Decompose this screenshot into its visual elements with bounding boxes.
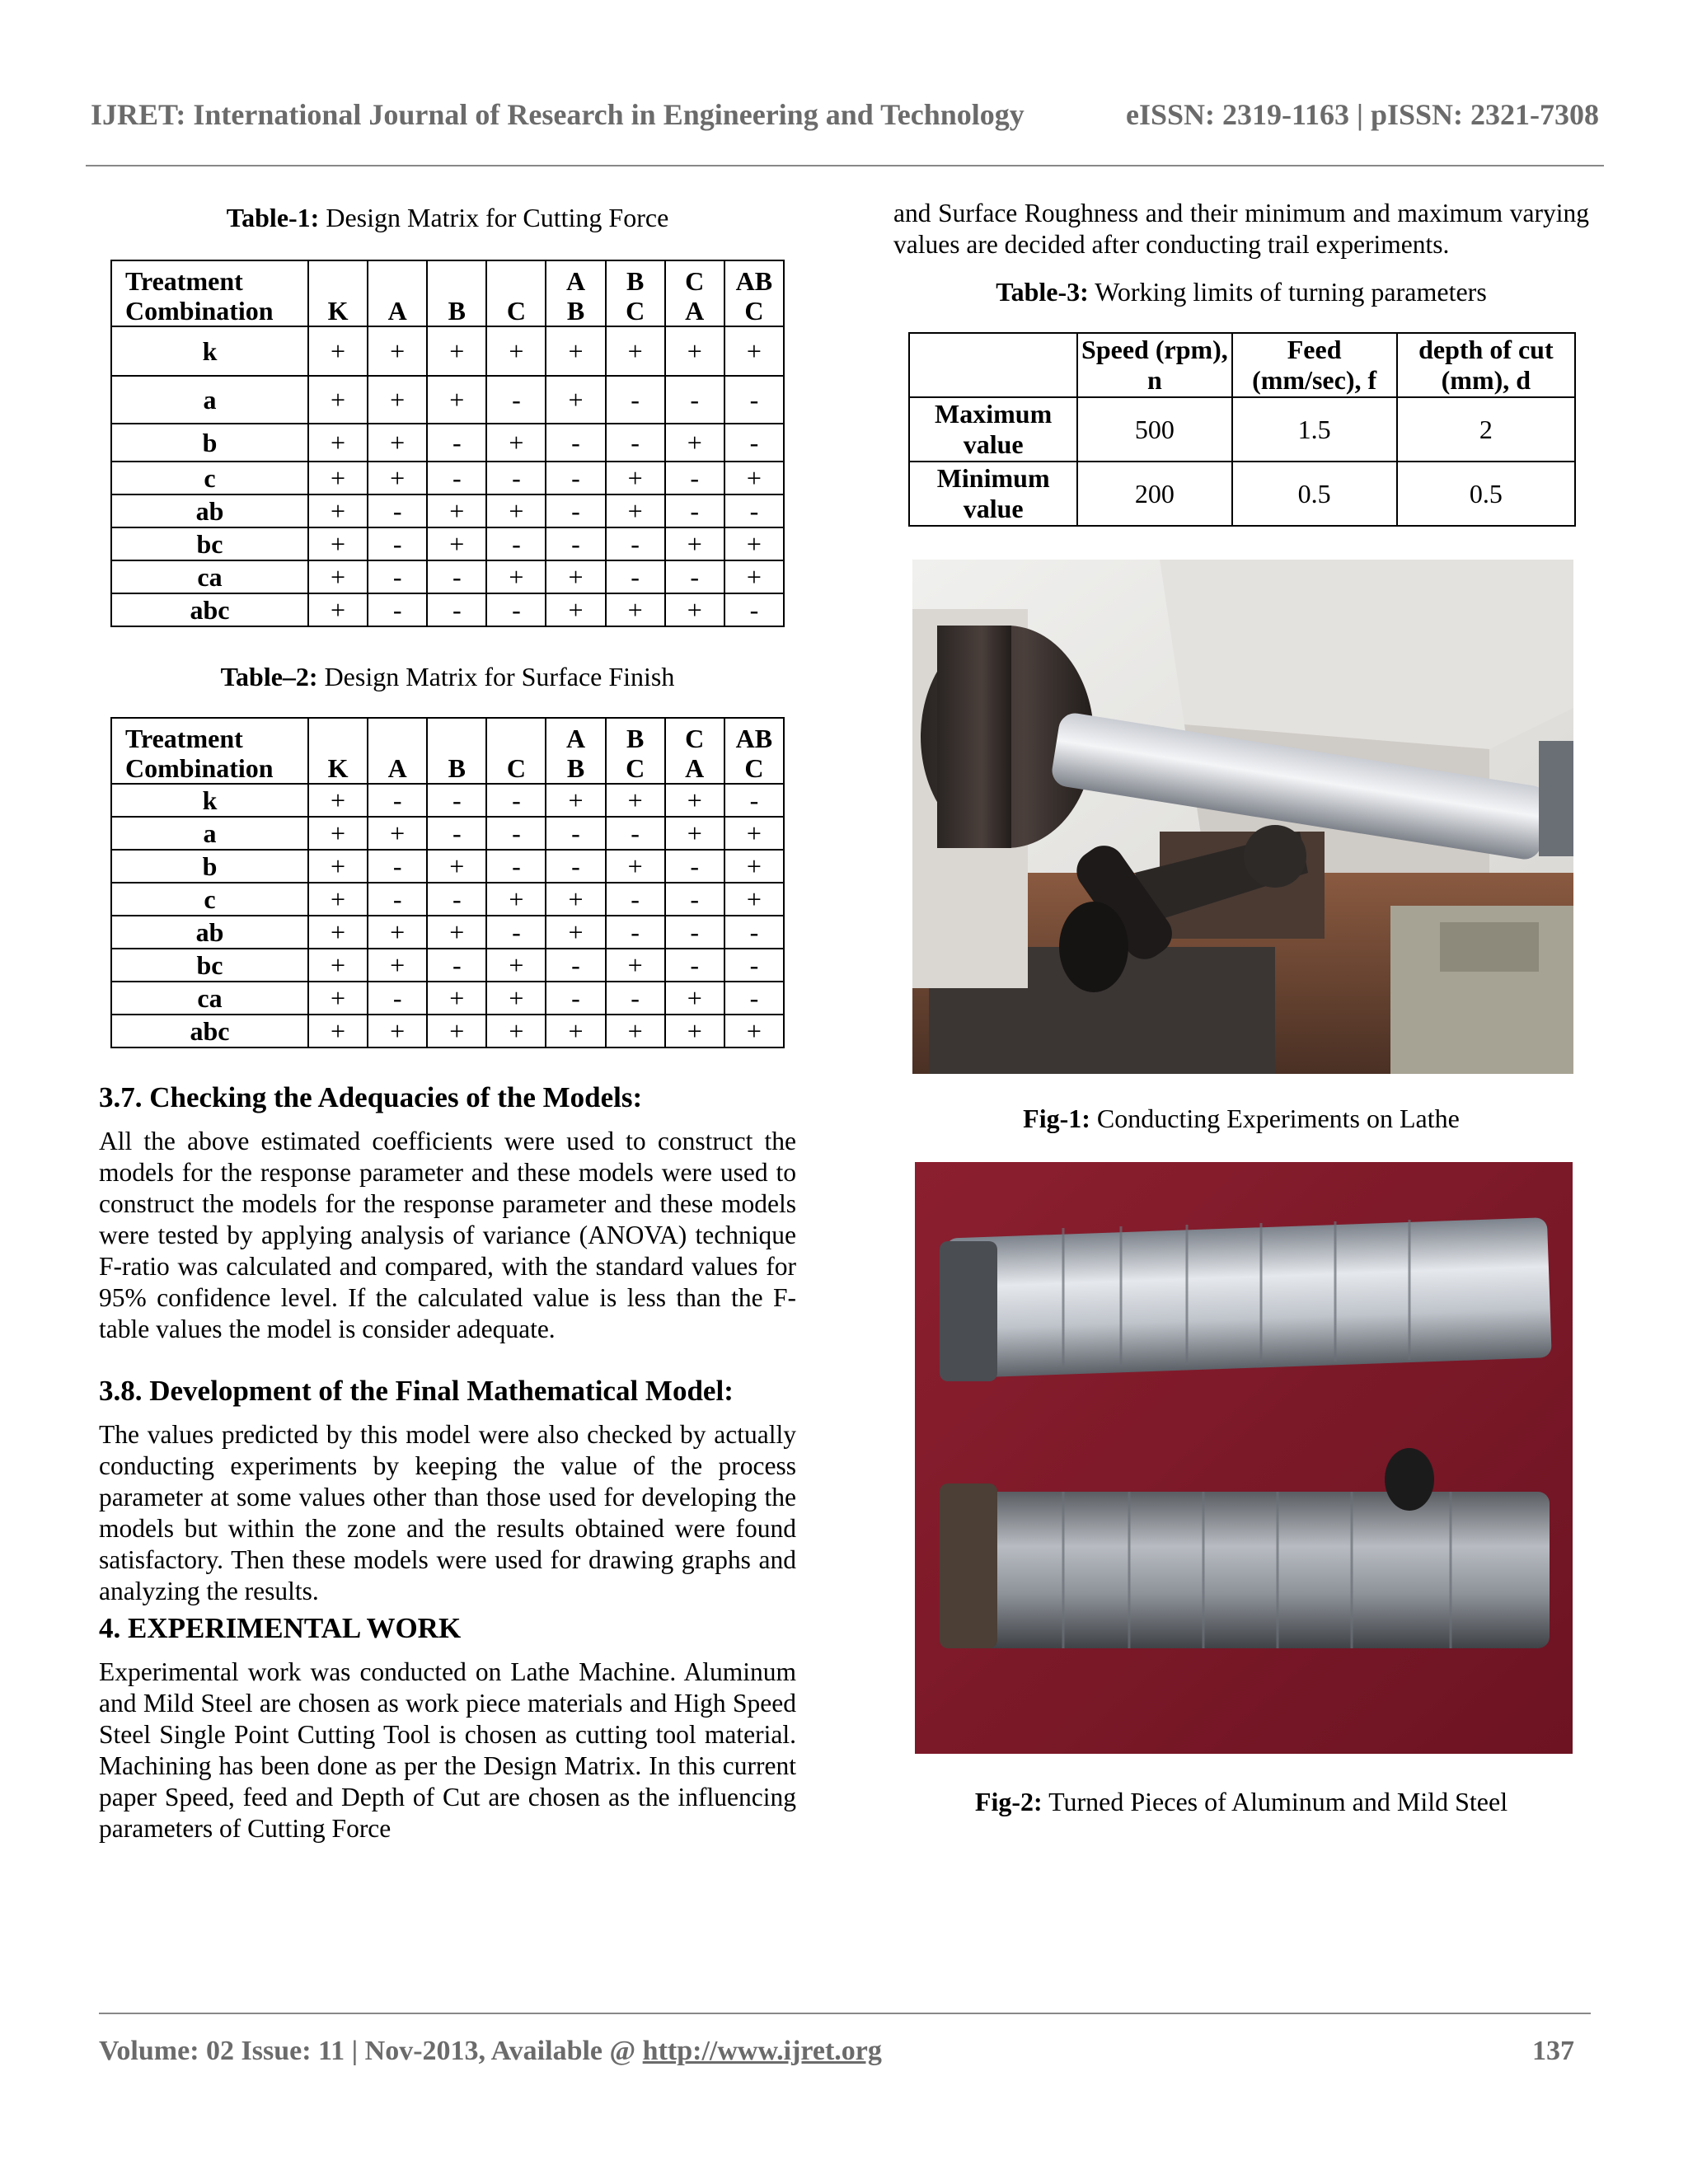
sign-cell: + xyxy=(546,916,605,949)
sign-cell: + xyxy=(427,376,486,424)
sign-cell: + xyxy=(308,424,368,462)
table-row xyxy=(111,949,784,982)
table-row xyxy=(111,982,784,1015)
header-cell xyxy=(486,260,546,326)
sign-cell: + xyxy=(486,424,546,462)
sign-cell: + xyxy=(486,883,546,916)
section-4-body: Experimental work was conducted on Lathe Machine. Aluminum and Mild Steel are chosen as work piece materials and High Speed Steel Single Point Cutting Tool is chosen as cutting tool material. Machining has been done as per the Design Matrix. In this current paper Speed, feed and Depth of Cut are chosen as the influencing parameters of Cutting Force xyxy=(99,1657,796,1843)
header-cell xyxy=(724,260,784,326)
sign-cell: - xyxy=(486,527,546,560)
header-cell-line: A xyxy=(565,266,586,296)
header-cell-line xyxy=(428,724,485,753)
table1-caption-text: Design Matrix for Cutting Force xyxy=(319,203,669,232)
sign-cell: + xyxy=(606,462,665,494)
section-3-8-heading: 3.8. Development of the Final Mathematical Model: xyxy=(99,1375,734,1407)
header-cell-line: A xyxy=(565,724,586,753)
table3-working-limits xyxy=(908,332,1576,527)
table-row xyxy=(111,784,784,817)
sign-cell: + xyxy=(724,462,784,494)
sign-cell: + xyxy=(546,784,605,817)
sign-cell: + xyxy=(368,817,427,850)
sign-cell: + xyxy=(606,326,665,376)
sign-cell: + xyxy=(486,494,546,527)
header-cell: Speed (rpm), n xyxy=(1077,333,1231,397)
sign-cell: - xyxy=(368,850,427,883)
header-cell-line xyxy=(309,266,367,296)
sign-cell: + xyxy=(724,326,784,376)
sign-cell: + xyxy=(368,462,427,494)
table3-caption-label: Table-3: xyxy=(996,277,1089,307)
issn: eISSN: 2319-1163 | pISSN: 2321-7308 xyxy=(1126,98,1599,131)
sign-cell: + xyxy=(308,527,368,560)
header-cell-line: C xyxy=(626,753,645,783)
sign-cell: - xyxy=(427,593,486,626)
header-cell-line xyxy=(368,266,426,296)
sign-cell: + xyxy=(724,527,784,560)
sign-cell: + xyxy=(546,560,605,593)
sign-cell: + xyxy=(546,593,605,626)
row-label-cell: b xyxy=(111,850,308,883)
row-label-cell: ca xyxy=(111,560,308,593)
value-cell: 500 xyxy=(1077,397,1231,462)
table-header-row xyxy=(111,718,784,784)
sign-cell: - xyxy=(486,462,546,494)
sign-cell: + xyxy=(486,1015,546,1047)
table-row xyxy=(111,424,784,462)
right-intro-text: and Surface Roughness and their minimum and maximum varying values are decided after conducting trail experiments. xyxy=(893,199,1589,259)
sign-cell: - xyxy=(427,462,486,494)
table-row xyxy=(111,376,784,424)
fig2-caption-label: Fig-2: xyxy=(974,1787,1043,1816)
header-cell-line: B xyxy=(448,296,466,326)
fig1-caption xyxy=(893,1104,1589,1134)
value-cell: 200 xyxy=(1077,462,1231,526)
header-cell-line: AB xyxy=(735,724,773,753)
running-footer xyxy=(99,2036,1574,2067)
table2-caption-label: Table–2: xyxy=(220,662,318,691)
header-cell-line: B xyxy=(566,296,585,326)
header-cell-line: Combination xyxy=(125,753,274,783)
sign-cell: - xyxy=(665,560,724,593)
header-cell xyxy=(368,718,427,784)
section-3-7-body: All the above estimated coefficients were used to construct the models for the response parameter and these models were used to construct the models for the response parameter and these models were tested by applying analysis of variance (ANOVA) technique F-ratio was calculated and compared, with the standard values for 95% confidence level. If the calculated value is less than the F-table values the model is consider adequate. xyxy=(99,1127,796,1343)
sign-cell: + xyxy=(486,560,546,593)
header-cell-line: A xyxy=(685,296,705,326)
table-row xyxy=(111,462,784,494)
sign-cell: + xyxy=(368,424,427,462)
header-cell-line: Combination xyxy=(125,296,274,326)
sign-cell: - xyxy=(665,462,724,494)
header-cell-line xyxy=(428,266,485,296)
sign-cell: - xyxy=(427,949,486,982)
table2-caption-text: Design Matrix for Surface Finish xyxy=(317,662,675,691)
page-number: 137 xyxy=(1532,2036,1574,2066)
header-cell-line: C xyxy=(685,266,705,296)
sign-cell: + xyxy=(308,883,368,916)
section-3-7-heading: 3.7. Checking the Adequacies of the Models: xyxy=(99,1081,643,1113)
sign-cell: - xyxy=(427,560,486,593)
header-cell xyxy=(909,333,1077,397)
sign-cell: - xyxy=(486,916,546,949)
sign-cell: + xyxy=(665,326,724,376)
sign-cell: + xyxy=(486,982,546,1015)
header-cell xyxy=(486,718,546,784)
sign-cell: + xyxy=(724,850,784,883)
sign-cell: + xyxy=(308,593,368,626)
table-row xyxy=(111,560,784,593)
row-label-cell: ca xyxy=(111,982,308,1015)
header-divider xyxy=(86,165,1604,166)
row-label-cell: ab xyxy=(111,916,308,949)
value-cell: 0.5 xyxy=(1232,462,1397,526)
header-cell xyxy=(606,260,665,326)
footer-volume-text: Volume: 02 Issue: 11 | Nov-2013, Available @ xyxy=(99,2036,643,2066)
sign-cell: - xyxy=(724,593,784,626)
fig1-caption-text: Conducting Experiments on Lathe xyxy=(1090,1104,1460,1133)
value-cell: 1.5 xyxy=(1232,397,1397,462)
header-cell xyxy=(546,260,605,326)
sign-cell: + xyxy=(308,850,368,883)
sign-cell: + xyxy=(308,784,368,817)
sign-cell: - xyxy=(606,817,665,850)
header-cell-line xyxy=(368,724,426,753)
sign-cell: + xyxy=(368,1015,427,1047)
sign-cell: + xyxy=(606,593,665,626)
row-label-cell: Minimum value xyxy=(909,462,1077,526)
sign-cell: + xyxy=(368,326,427,376)
header-cell-line: A xyxy=(685,753,705,783)
sign-cell: + xyxy=(546,1015,605,1047)
table-row xyxy=(111,817,784,850)
fig1-caption-label: Fig-1: xyxy=(1023,1104,1090,1133)
sign-cell: + xyxy=(606,494,665,527)
sign-cell: + xyxy=(368,376,427,424)
header-cell-line: B xyxy=(566,753,585,783)
header-cell-line: C xyxy=(626,296,645,326)
sign-cell: + xyxy=(724,817,784,850)
table-row xyxy=(111,883,784,916)
sign-cell: - xyxy=(724,916,784,949)
table2-design-matrix-surface-finish xyxy=(110,717,785,1048)
header-cell xyxy=(427,260,486,326)
table1-design-matrix-cutting-force xyxy=(110,260,785,627)
header-cell-line: C xyxy=(685,724,705,753)
sign-cell: + xyxy=(546,326,605,376)
sign-cell: + xyxy=(665,817,724,850)
header-cell-line: B xyxy=(448,753,466,783)
table-header-row xyxy=(111,260,784,326)
fig1-lathe-photo xyxy=(912,560,1573,1074)
row-label-cell: Maximum value xyxy=(909,397,1077,462)
header-cell xyxy=(308,718,368,784)
row-label-cell: c xyxy=(111,462,308,494)
sign-cell: - xyxy=(665,376,724,424)
sign-cell: - xyxy=(606,527,665,560)
sign-cell: - xyxy=(486,817,546,850)
table3-caption xyxy=(893,277,1589,307)
row-label-cell: a xyxy=(111,817,308,850)
sign-cell: + xyxy=(368,949,427,982)
table2-caption xyxy=(99,662,796,692)
sign-cell: - xyxy=(665,494,724,527)
sign-cell: + xyxy=(427,527,486,560)
sign-cell: - xyxy=(546,949,605,982)
sign-cell: + xyxy=(606,949,665,982)
header-cell-line: C xyxy=(506,753,526,783)
running-header xyxy=(91,97,1599,132)
sign-cell: - xyxy=(486,784,546,817)
header-cell-line xyxy=(487,266,545,296)
sign-cell: - xyxy=(486,593,546,626)
sign-cell: - xyxy=(368,784,427,817)
sign-cell: - xyxy=(486,376,546,424)
header-cell-line: A xyxy=(387,296,407,326)
sign-cell: + xyxy=(724,1015,784,1047)
table1-caption-label: Table-1: xyxy=(226,203,320,232)
sign-cell: + xyxy=(724,560,784,593)
sign-cell: + xyxy=(665,1015,724,1047)
sign-cell: - xyxy=(368,883,427,916)
sign-cell: + xyxy=(427,1015,486,1047)
header-cell-line xyxy=(309,724,367,753)
sign-cell: + xyxy=(486,326,546,376)
header-cell-line xyxy=(487,724,545,753)
sign-cell: - xyxy=(546,424,605,462)
header-cell xyxy=(606,718,665,784)
header-cell-line: Treatment xyxy=(125,724,243,753)
fig2-caption-text: Turned Pieces of Aluminum and Mild Steel xyxy=(1042,1787,1508,1816)
sign-cell: - xyxy=(724,982,784,1015)
sign-cell: - xyxy=(368,560,427,593)
row-label-cell: k xyxy=(111,784,308,817)
sign-cell: + xyxy=(308,494,368,527)
sign-cell: - xyxy=(606,982,665,1015)
sign-cell: + xyxy=(427,494,486,527)
sign-cell: - xyxy=(724,494,784,527)
table3-caption-text: Working limits of turning parameters xyxy=(1088,277,1487,307)
sign-cell: + xyxy=(606,784,665,817)
left-column xyxy=(99,198,796,1844)
sign-cell: + xyxy=(308,1015,368,1047)
sign-cell: - xyxy=(665,883,724,916)
sign-cell: - xyxy=(368,527,427,560)
table-row xyxy=(111,527,784,560)
sign-cell: - xyxy=(606,376,665,424)
header-cell xyxy=(546,718,605,784)
section-3-8-body: The values predicted by this model were also checked by actually conducting experiments by keeping the value of the process parameter at some values other than those used for developing the models but within the zone and the results obtained were found satisfactory. Then these models were used for drawing graphs and analyzing the results. xyxy=(99,1420,796,1605)
sign-cell: + xyxy=(486,949,546,982)
sign-cell: + xyxy=(308,376,368,424)
header-cell-line: A xyxy=(387,753,407,783)
sign-cell: - xyxy=(606,883,665,916)
header-cell xyxy=(111,718,308,784)
table-row xyxy=(909,397,1575,462)
sign-cell: + xyxy=(368,916,427,949)
sign-cell: + xyxy=(546,883,605,916)
sign-cell: - xyxy=(724,949,784,982)
sign-cell: - xyxy=(665,916,724,949)
fig2-turned-pieces-photo xyxy=(915,1162,1573,1754)
table-row xyxy=(909,462,1575,526)
sign-cell: + xyxy=(308,326,368,376)
sign-cell: - xyxy=(724,424,784,462)
turned-pieces-illustration xyxy=(915,1162,1573,1754)
sign-cell: - xyxy=(606,916,665,949)
sign-cell: + xyxy=(665,527,724,560)
sign-cell: - xyxy=(606,560,665,593)
row-label-cell: k xyxy=(111,326,308,376)
table-row xyxy=(111,916,784,949)
sign-cell: - xyxy=(546,982,605,1015)
sign-cell: + xyxy=(665,593,724,626)
header-cell: depth of cut (mm), d xyxy=(1397,333,1575,397)
row-label-cell: abc xyxy=(111,1015,308,1047)
sign-cell: + xyxy=(308,462,368,494)
header-cell: Feed (mm/sec), f xyxy=(1232,333,1397,397)
sign-cell: - xyxy=(368,593,427,626)
sign-cell: - xyxy=(368,982,427,1015)
sign-cell: - xyxy=(665,949,724,982)
journal-name: IJRET: International Journal of Research in Engineering and Technology xyxy=(91,98,1025,131)
sign-cell: - xyxy=(427,817,486,850)
section-4-heading: 4. EXPERIMENTAL WORK xyxy=(99,1612,462,1644)
sign-cell: + xyxy=(308,560,368,593)
sign-cell: - xyxy=(665,850,724,883)
sign-cell: + xyxy=(308,982,368,1015)
sign-cell: + xyxy=(546,376,605,424)
header-cell-line: B xyxy=(626,266,645,296)
sign-cell: - xyxy=(546,494,605,527)
row-label-cell: abc xyxy=(111,593,308,626)
sign-cell: + xyxy=(665,784,724,817)
right-column xyxy=(893,198,1589,1817)
sign-cell: + xyxy=(665,982,724,1015)
journal-url-link[interactable]: http://www.ijret.org xyxy=(642,2036,882,2066)
lathe-illustration xyxy=(912,560,1573,1074)
sign-cell: + xyxy=(665,424,724,462)
header-cell xyxy=(368,260,427,326)
sign-cell: + xyxy=(427,982,486,1015)
table1-caption xyxy=(99,203,796,233)
sign-cell: + xyxy=(606,1015,665,1047)
sign-cell: + xyxy=(308,916,368,949)
sign-cell: + xyxy=(427,850,486,883)
value-cell: 2 xyxy=(1397,397,1575,462)
sign-cell: + xyxy=(308,817,368,850)
sign-cell: - xyxy=(546,462,605,494)
table-row xyxy=(111,850,784,883)
row-label-cell: ab xyxy=(111,494,308,527)
value-cell: 0.5 xyxy=(1397,462,1575,526)
header-cell-line: C xyxy=(744,296,764,326)
sign-cell: + xyxy=(427,326,486,376)
header-cell xyxy=(111,260,308,326)
table-row xyxy=(111,593,784,626)
table-row xyxy=(111,326,784,376)
sign-cell: - xyxy=(546,850,605,883)
table-header-row xyxy=(909,333,1575,397)
sign-cell: - xyxy=(724,376,784,424)
header-cell-line: K xyxy=(327,296,349,326)
footer-volume xyxy=(99,2036,882,2067)
sign-cell: - xyxy=(427,883,486,916)
row-label-cell: bc xyxy=(111,949,308,982)
sign-cell: - xyxy=(724,784,784,817)
sign-cell: - xyxy=(427,784,486,817)
header-cell xyxy=(308,260,368,326)
header-cell-line: K xyxy=(327,753,349,783)
sign-cell: - xyxy=(486,850,546,883)
row-label-cell: a xyxy=(111,376,308,424)
row-label-cell: c xyxy=(111,883,308,916)
sign-cell: + xyxy=(724,883,784,916)
table-row xyxy=(111,494,784,527)
footer-divider xyxy=(99,2013,1591,2014)
sign-cell: - xyxy=(546,527,605,560)
header-cell xyxy=(665,718,724,784)
sign-cell: + xyxy=(427,916,486,949)
sign-cell: + xyxy=(606,850,665,883)
header-cell-line: C xyxy=(744,753,764,783)
header-cell xyxy=(665,260,724,326)
header-cell-line: C xyxy=(506,296,526,326)
header-cell xyxy=(427,718,486,784)
sign-cell: - xyxy=(606,424,665,462)
header-cell-line: B xyxy=(626,724,645,753)
fig2-caption xyxy=(893,1787,1589,1817)
sign-cell: + xyxy=(308,949,368,982)
sign-cell: - xyxy=(546,817,605,850)
header-cell-line: AB xyxy=(735,266,773,296)
sign-cell: - xyxy=(427,424,486,462)
header-cell-line: Treatment xyxy=(125,266,243,296)
header-cell xyxy=(724,718,784,784)
table-row xyxy=(111,1015,784,1047)
row-label-cell: bc xyxy=(111,527,308,560)
row-label-cell: b xyxy=(111,424,308,462)
sign-cell: - xyxy=(368,494,427,527)
